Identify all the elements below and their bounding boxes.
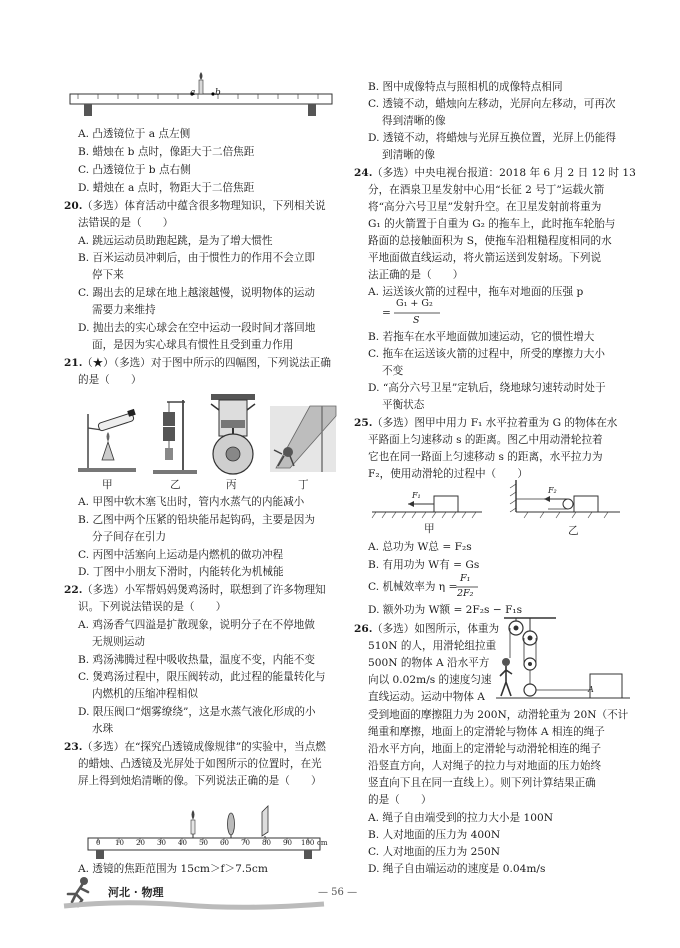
- q20-option-d-cont: 面，是因为实心球具有惯性且受到重力作用: [92, 339, 294, 351]
- q23-option-d-cont: 到清晰的像: [382, 149, 435, 161]
- q21-fig-bing-engine: [205, 394, 261, 476]
- q21-option-a: A. 甲图中软木塞飞出时，管内水蒸气的内能减小: [78, 496, 305, 508]
- q24-option-c-cont: 不变: [382, 365, 404, 377]
- q26-option-c: C. 人对地面的压力为 250N: [368, 846, 501, 858]
- q21-fig-label-yi: 乙: [170, 479, 181, 491]
- q23-option-c-cont: 得到清晰的像: [382, 115, 446, 127]
- q26-stem-line4: 沿竖直方向，人对绳子的拉力与对地面的压力始终: [368, 760, 602, 772]
- q21-fig-jia-test-tube: [78, 400, 138, 472]
- q21-fig-yi-lead-blocks: [153, 398, 197, 474]
- q26-stem-narrow-4: 向以 0.02m/s 的速度匀速: [368, 674, 492, 686]
- ruler-point-a-label: a: [190, 88, 196, 98]
- q25-fig-jia: [372, 486, 482, 520]
- q21-option-b-cont: 分子间存在引力: [92, 531, 167, 543]
- q23-option-a: A. 透镜的焦距范围为 15cm＞f＞7.5cm: [78, 863, 268, 875]
- q23-optical-bench: [86, 792, 322, 860]
- q25-stem-line3: 它也在同一路面上匀速移动 s 的距离，水平拉力为: [368, 451, 603, 463]
- bench-tick-100: 100: [301, 839, 315, 847]
- q20-option-b: B. 百米运动员冲刺后，由于惯性力的作用不会立即: [78, 252, 315, 264]
- q24-option-c: C. 拖车在运送该火箭的过程中，所受的摩擦力大小: [368, 348, 605, 360]
- page-footer: [0, 872, 680, 948]
- q21-fig-label-ding: 丁: [298, 479, 309, 491]
- q26-stem-line5: 竖直向下且在同一直线上）。则下列计算结果正确: [368, 777, 596, 789]
- q25-option-c: C. 机械效率为 η =: [368, 581, 458, 593]
- q21-stem-line2: 的是（ ）: [78, 374, 142, 386]
- bench-tick-20: 20: [136, 839, 145, 847]
- q23-option-d: D. 透镜不动，将蜡烛与光屏互换位置，光屏上仍能得: [368, 132, 616, 144]
- q21-fig-ding-slide: [270, 406, 336, 472]
- q21-option-b: B. 乙图中两个压紧的铅块能吊起钩码，主要是因为: [78, 514, 315, 526]
- q26-stem-line3: 沿水平方向，地面上的定滑轮与动滑轮相连的绳子: [368, 743, 602, 755]
- bench-tick-10: 10: [115, 839, 124, 847]
- q23-option-b: B. 图中成像特点与照相机的成像特点相同: [368, 81, 563, 93]
- q24-number: 24.: [354, 167, 373, 179]
- q26-option-a: A. 绳子自由端受到的拉力大小是 100N: [368, 812, 553, 824]
- q22-option-c-cont: 内燃机的压缩冲程相似: [92, 688, 198, 700]
- q25-option-b: B. 有用功为 W有 = Gs: [368, 559, 480, 571]
- ruler-point-b-label: b: [215, 88, 221, 98]
- q26-stem-line6: 的是（ ）: [368, 794, 432, 806]
- q21-stem-line1: （★）（多选）对于图中所示的四幅图，下列说法正确: [82, 357, 331, 369]
- bench-tick-80: 80: [262, 839, 271, 847]
- q20-option-c-cont: 需要力来维持: [92, 304, 156, 316]
- q20-option-c: C. 踢出去的足球在地上越滚越慢，说明物体的运动: [78, 287, 315, 299]
- q25-fig-label-jia: 甲: [424, 523, 435, 535]
- q22-option-b: B. 鸡汤沸腾过程中吸收热量，温度不变，内能不变: [78, 654, 315, 666]
- q24-stem-line1: （多选）中央电视台报道：2018 年 6 月 2 日 12 时 13: [372, 167, 636, 179]
- bench-tick-90: 90: [283, 839, 292, 847]
- q24-option-a: A. 运送该火箭的过程中，拖车对地面的压强 p: [368, 286, 584, 298]
- q20-number: 20.: [64, 200, 83, 212]
- q25-fig-yi: [508, 480, 620, 520]
- q25-force-f2-label: F₂: [548, 486, 557, 495]
- bench-tick-40: 40: [178, 839, 187, 847]
- q26-pulley-figure: [496, 618, 630, 706]
- q22-option-d-cont: 水珠: [92, 723, 114, 735]
- q22-stem-line1: （多选）小军帮妈妈煲鸡汤时，联想到了许多物理知: [82, 584, 326, 596]
- q25-number: 25.: [354, 417, 373, 429]
- q24-stem-line4: G₁ 的火箭置于自重为 G₂ 的拖车上，此时拖车轮胎与: [368, 218, 616, 230]
- q25-force-f1-label: F₁: [412, 491, 421, 500]
- q24-option-a-equals: =: [382, 307, 391, 319]
- q20-option-b-cont: 停下来: [92, 269, 124, 281]
- q25-option-d: D. 额外功为 W额 = 2F₂s − F₁s: [368, 604, 523, 616]
- q21-fig-label-bing: 丙: [226, 479, 237, 491]
- q26-stem-narrow-3: 500N 的物体 A 沿水平方: [368, 657, 490, 669]
- q26-stem-narrow-2: 510N 的人，用滑轮组拉重: [368, 640, 497, 652]
- bench-tick-30: 30: [157, 839, 166, 847]
- q20-stem-line2: 法错误的是（ ）: [78, 217, 174, 229]
- q20-option-a: A. 跳远运动员助跑起跳，是为了增大惯性: [78, 235, 273, 247]
- bench-tick-0: 0: [96, 839, 101, 847]
- q25-option-c-denominator: 2F₂: [457, 588, 474, 599]
- q23-number: 23.: [64, 741, 83, 753]
- q26-stem-narrow-1: （多选）如图所示，体重为: [372, 623, 500, 635]
- bench-tick-60: 60: [220, 839, 229, 847]
- q22-option-a-cont: 无规则运动: [92, 636, 145, 648]
- page-number: — 56 —: [318, 887, 358, 898]
- bench-tick-70: 70: [241, 839, 250, 847]
- q24-stem-line7: 法正确的是（ ）: [368, 269, 464, 281]
- q21-option-d: D. 丁图中小朋友下滑时，内能转化为机械能: [78, 566, 284, 578]
- q26-stem-narrow-5: 直线运动。运动中物体 A: [368, 691, 485, 703]
- q24-stem-line5: 路面的总接触面积为 S，使拖车沿粗糙程度相同的水: [368, 235, 612, 247]
- q26-number: 26.: [354, 623, 373, 635]
- q25-stem-line4: F₂，使用动滑轮的过程中（ ）: [368, 468, 528, 480]
- q24-stem-line3: 将“高分六号卫星”发射升空。在卫星发射前将重为: [368, 201, 602, 213]
- q25-fig-label-yi: 乙: [568, 525, 579, 537]
- q19-ruler-figure: [68, 72, 336, 122]
- q26-option-b: B. 人对地面的压力为 400N: [368, 829, 501, 841]
- q25-stem-line2: 平路面上匀速移动 s 的距离。图乙中用动滑轮拉着: [368, 434, 603, 446]
- q25-stem-line1: （多选）图甲中用力 F₁ 水平拉着重为 G 的物体在水: [372, 417, 618, 429]
- q22-stem-line2: 识。下列说法错误的是（ ）: [78, 601, 227, 613]
- q25-option-a: A. 总功为 W总 = F₂s: [368, 541, 472, 553]
- q23-option-c: C. 透镜不动，蜡烛向左移动，光屏向左移动，可再次: [368, 98, 616, 110]
- q23-stem-line3: 屏上得到烛焰清晰的像。下列说法正确的是（ ）: [78, 775, 322, 787]
- q23-stem-line2: 的蜡烛、凸透镜及光屏处于如图所示的位置时，在光: [78, 758, 322, 770]
- q24-option-d-cont: 平衡状态: [382, 399, 425, 411]
- q19-option-d: D. 蜡烛在 a 点时，物距大于二倍焦距: [78, 182, 255, 194]
- q23-stem-line1: （多选）在“探究凸透镜成像规律”的实验中，当点燃: [82, 741, 326, 753]
- q22-option-a: A. 鸡汤香气四溢是扩散现象，说明分子在不停地做: [78, 619, 315, 631]
- q24-option-d: D. “高分六号卫星”定轨后，绕地球匀速转动时处于: [368, 382, 606, 394]
- q22-number: 22.: [64, 584, 83, 596]
- q24-option-a-numerator: G₁ + G₂: [396, 298, 433, 309]
- footer-brand: 河北 · 物理: [108, 886, 164, 899]
- bench-tick-50: 50: [199, 839, 208, 847]
- q24-option-a-denominator: S: [413, 315, 420, 326]
- q24-option-b: B. 若拖车在水平地面做加速运动，它的惯性增大: [368, 331, 595, 343]
- q19-option-a: A. 凸透镜位于 a 点左侧: [78, 128, 191, 140]
- q26-stem-line2: 绳重和摩擦，地面上的定滑轮与物体 A 相连的绳子: [368, 726, 605, 738]
- q26-block-a-label: A: [588, 685, 594, 694]
- q22-option-c: C. 煲鸡汤过程中，限压阀转动，此过程的能量转化与: [78, 671, 326, 683]
- q21-option-c: C. 丙图中活塞向上运动是内燃机的做功冲程: [78, 549, 284, 561]
- q19-option-c: C. 凸透镜位于 b 点右侧: [78, 164, 191, 176]
- q21-number: 21.: [64, 357, 83, 369]
- bench-unit-label: cm: [317, 839, 328, 847]
- q26-stem-line1: 受到地面的摩擦阻力为 200N，动滑轮重为 20N（不计: [368, 709, 629, 721]
- q24-stem-line2: 分，在酒泉卫星发射中心用“长征 2 号丁”运载火箭: [368, 184, 605, 196]
- footer-band: [64, 898, 324, 912]
- q24-stem-line6: 平地面做直线运动，将火箭运送到发射场。下列说: [368, 252, 602, 264]
- q20-stem-line1: （多选）体育活动中蕴含很多物理知识，下列相关说: [82, 200, 326, 212]
- q25-option-c-numerator: F₁: [460, 573, 471, 584]
- q21-fig-label-jia: 甲: [102, 479, 113, 491]
- q22-option-d: D. 限压阀口“烟雾缭绕”，这是水蒸气液化形成的小: [78, 706, 316, 718]
- q19-option-b: B. 蜡烛在 b 点时，像距大于二倍焦距: [78, 146, 255, 158]
- q20-option-d: D. 抛出去的实心球会在空中运动一段时间才落回地: [78, 322, 316, 334]
- q26-option-d: D. 绳子自由端运动的速度是 0.04m/s: [368, 863, 546, 875]
